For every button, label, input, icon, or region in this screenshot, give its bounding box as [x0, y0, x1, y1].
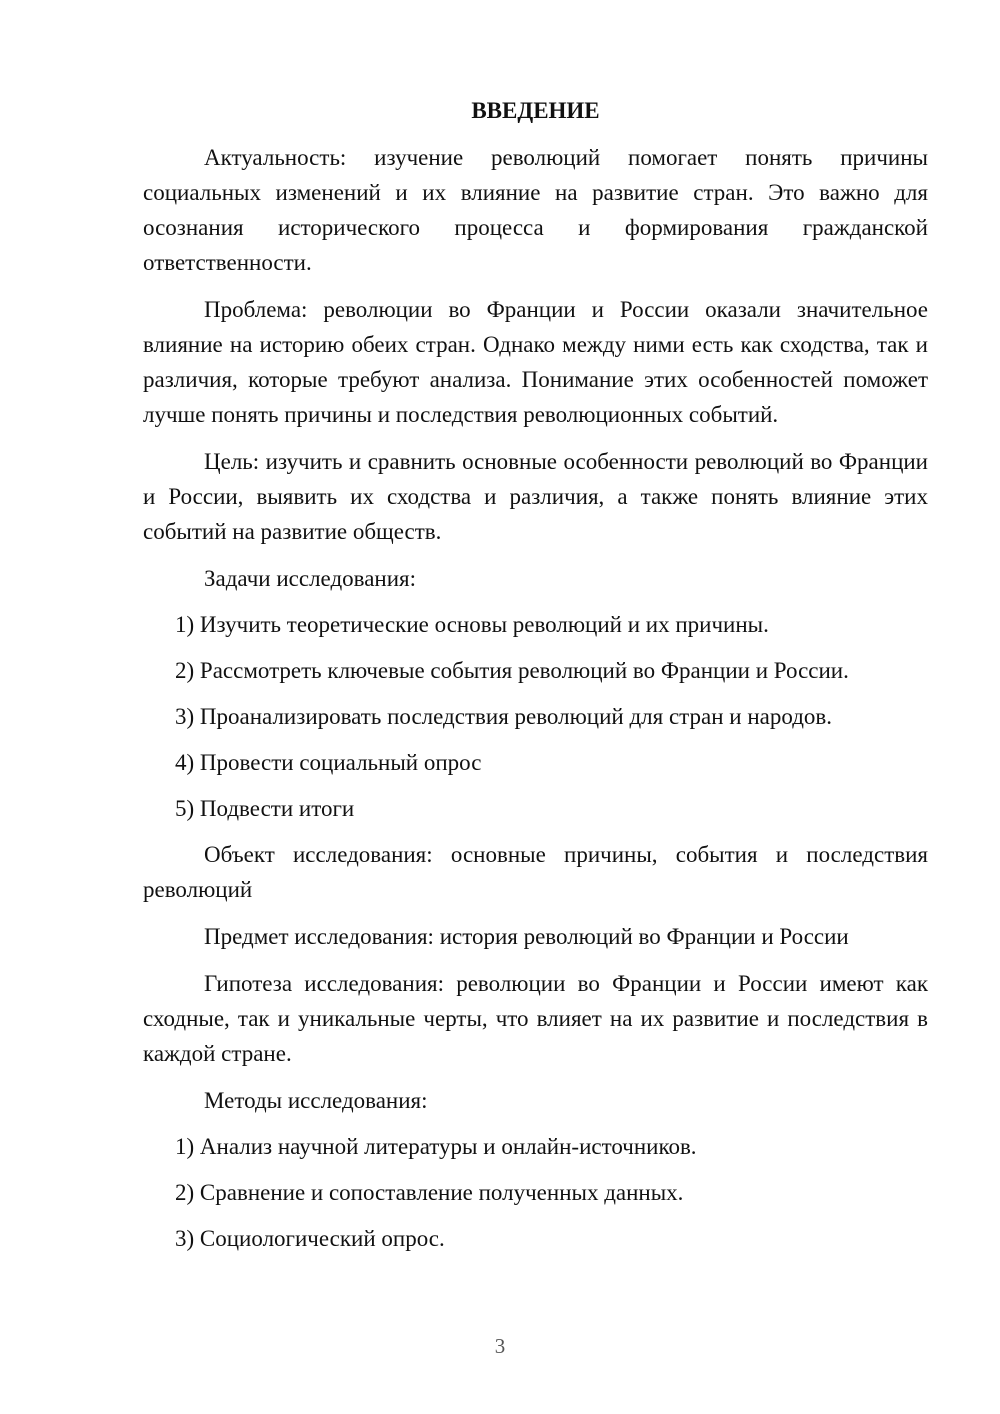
tasks-list — [143, 607, 928, 826]
methods-list — [143, 1129, 928, 1256]
task-item: 1) Изучить теоретические основы революций и их причины. — [175, 612, 769, 637]
hypothesis-paragraph: Гипотеза исследования: революции во Франции и России имеют как сходные, так и уникальные черты, что влияет на их развитие и последствия в каждой стране. — [143, 971, 928, 1066]
tasks-heading: Задачи исследования: — [204, 566, 417, 591]
task-item: 2) Рассмотреть ключевые события революций во Франции и России. — [175, 658, 849, 683]
section-title: ВВЕДЕНИЕ — [471, 98, 600, 123]
method-item: 2) Сравнение и сопоставление полученных данных. — [175, 1180, 684, 1205]
method-item: 3) Социологический опрос. — [175, 1226, 445, 1251]
page-number: 3 — [494, 1334, 506, 1358]
object-paragraph: Объект исследования: основные причины, события и последствия революций — [143, 842, 928, 902]
task-item: 3) Проанализировать последствия революций для стран и народов. — [175, 704, 833, 729]
goal-paragraph: Цель: изучить и сравнить основные особенности революций во Франции и России, выявить их сходства и различия, а также понять влияние этих событий на развитие обществ. — [143, 449, 928, 544]
task-item: 4) Провести социальный опрос — [175, 750, 482, 775]
methods-heading: Методы исследования: — [204, 1088, 428, 1113]
relevance-paragraph: Актуальность: изучение революций помогает понять причины социальных изменений и их влияние на развитие стран. Это важно для осознания исторического процесса и формирования гражданской ответственности. — [143, 145, 928, 275]
subject-paragraph: Предмет исследования: история революций во Франции и России — [204, 924, 849, 949]
problem-paragraph: Проблема: революции во Франции и России оказали значительное влияние на историю обеих стран. Однако между ними есть как сходства, так и различия, которые требуют анализа. Понимание этих особенностей поможет лучше понять причины и последствия революционных событий. — [143, 297, 928, 427]
task-item: 5) Подвести итоги — [175, 796, 355, 821]
page-content — [143, 94, 928, 1267]
method-item: 1) Анализ научной литературы и онлайн-источников. — [175, 1134, 697, 1159]
